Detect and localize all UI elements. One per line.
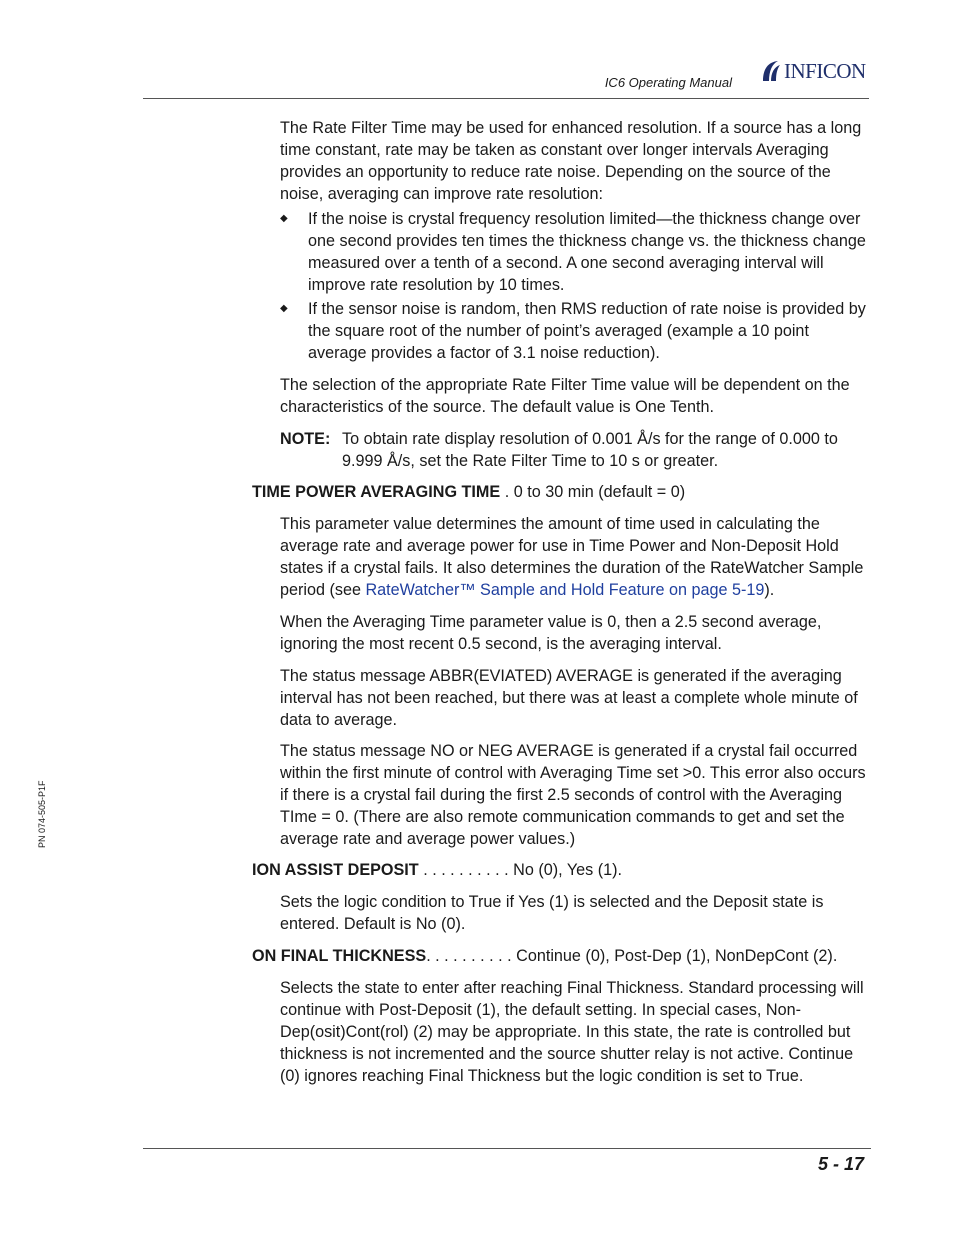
param-value: . . . . . . . . . . Continue (0), Post-Dep (1), NonDepCont (2). <box>426 947 838 965</box>
param-value: . 0 to 30 min (default = 0) <box>500 483 686 501</box>
note-text: To obtain rate display resolution of 0.001 Å/s for the range of 0.000 to 9.999 Å/s, set the Rate Filter Time to 10 s or greater. <box>342 430 838 470</box>
logo-icon <box>760 59 782 83</box>
paragraph-averaging-time <box>280 513 870 601</box>
param-time-power-averaging <box>252 481 872 503</box>
header-divider <box>143 98 869 99</box>
paragraph-averaging-zero: When the Averaging Time parameter value is 0, then a 2.5 second average, ignoring the most recent 0.5 second, is the averaging interval. <box>280 613 822 653</box>
bullet-text: If the noise is crystal frequency resolution limited—the thickness change over one second provides ten times the thickness change vs. the thickness change measured over a tenth of a second. A one second averaging interval will improve rate resolution by 10 times. <box>308 210 866 294</box>
diamond-bullet-icon: ◆ <box>280 213 288 224</box>
param-value: . . . . . . . . . . No (0), Yes (1). <box>418 861 623 879</box>
paragraph-final-thickness: Selects the state to enter after reaching Final Thickness. Standard processing will continue with Post-Deposit (1), the default setting. In special cases, Non-Dep(osit)Cont(rol) (2) may be appropriate. In this state, the rate is controlled but thickness is not incremented and the source shutter relay is not active. Continue (0) ignores reaching Final Thickness but the logic condition is set to True. <box>280 979 864 1085</box>
footer-divider <box>143 1148 871 1149</box>
param-name: ON FINAL THICKNESS <box>252 947 427 965</box>
note-label: NOTE: <box>280 430 331 448</box>
paragraph-selection: The selection of the appropriate Rate Filter Time value will be dependent on the characteristics of the source. The default value is One Tenth. <box>280 376 850 416</box>
manual-title: IC6 Operating Manual <box>604 75 732 90</box>
part-number: PN 074-505-P1F <box>37 780 47 848</box>
paragraph-rate-filter: The Rate Filter Time may be used for enhanced resolution. If a source has a long time constant, rate may be taken as constant over longer intervals Averaging provides an opportunity to reduce rate noise. Depending on the source of the noise, averaging can improve rate resolution: <box>280 119 862 203</box>
param-ion-assist-deposit <box>252 859 872 881</box>
ratewatcher-link[interactable]: RateWatcher™ Sample and Hold Feature on page 5-19 <box>365 581 765 599</box>
logo-text: INFICON <box>784 58 866 83</box>
paragraph-text: This parameter value determines the amount of time used in calculating the average rate and average power for use in Time Power and Non-Deposit Hold states if a crystal fails. It also determines the duration of the RateWatcher Sample period (see <box>280 515 864 599</box>
bullet-text: If the sensor noise is random, then RMS reduction of rate noise is provided by the square root of the number of point’s averaged (example a 10 point average provides a factor of 3.1 noise reduction). <box>308 300 866 362</box>
paragraph-neg-average: The status message NO or NEG AVERAGE is generated if a crystal fail occurred within the first minute of control with Averaging Time set >0. This error also occurs if there is a crystal fail during the first 2.5 seconds of control with the Averaging TIme = 0. (There are also remote communication commands to get and set the average rate and average power values.) <box>280 742 866 848</box>
paragraph-text: ). <box>764 581 775 599</box>
inficon-logo <box>760 58 866 84</box>
page-number: 5 - 17 <box>817 1154 864 1174</box>
paragraph-abbr-average: The status message ABBR(EVIATED) AVERAGE is generated if the averaging interval has not been reached, but there was at least a complete whole minute of data to average. <box>280 667 858 729</box>
param-name: ION ASSIST DEPOSIT <box>252 861 419 879</box>
diamond-bullet-icon: ◆ <box>280 303 288 314</box>
param-name: TIME POWER AVERAGING TIME <box>252 483 501 501</box>
param-on-final-thickness <box>252 945 872 967</box>
paragraph-ion-assist: Sets the logic condition to True if Yes (1) is selected and the Deposit state is entered. Default is No (0). <box>280 893 824 933</box>
